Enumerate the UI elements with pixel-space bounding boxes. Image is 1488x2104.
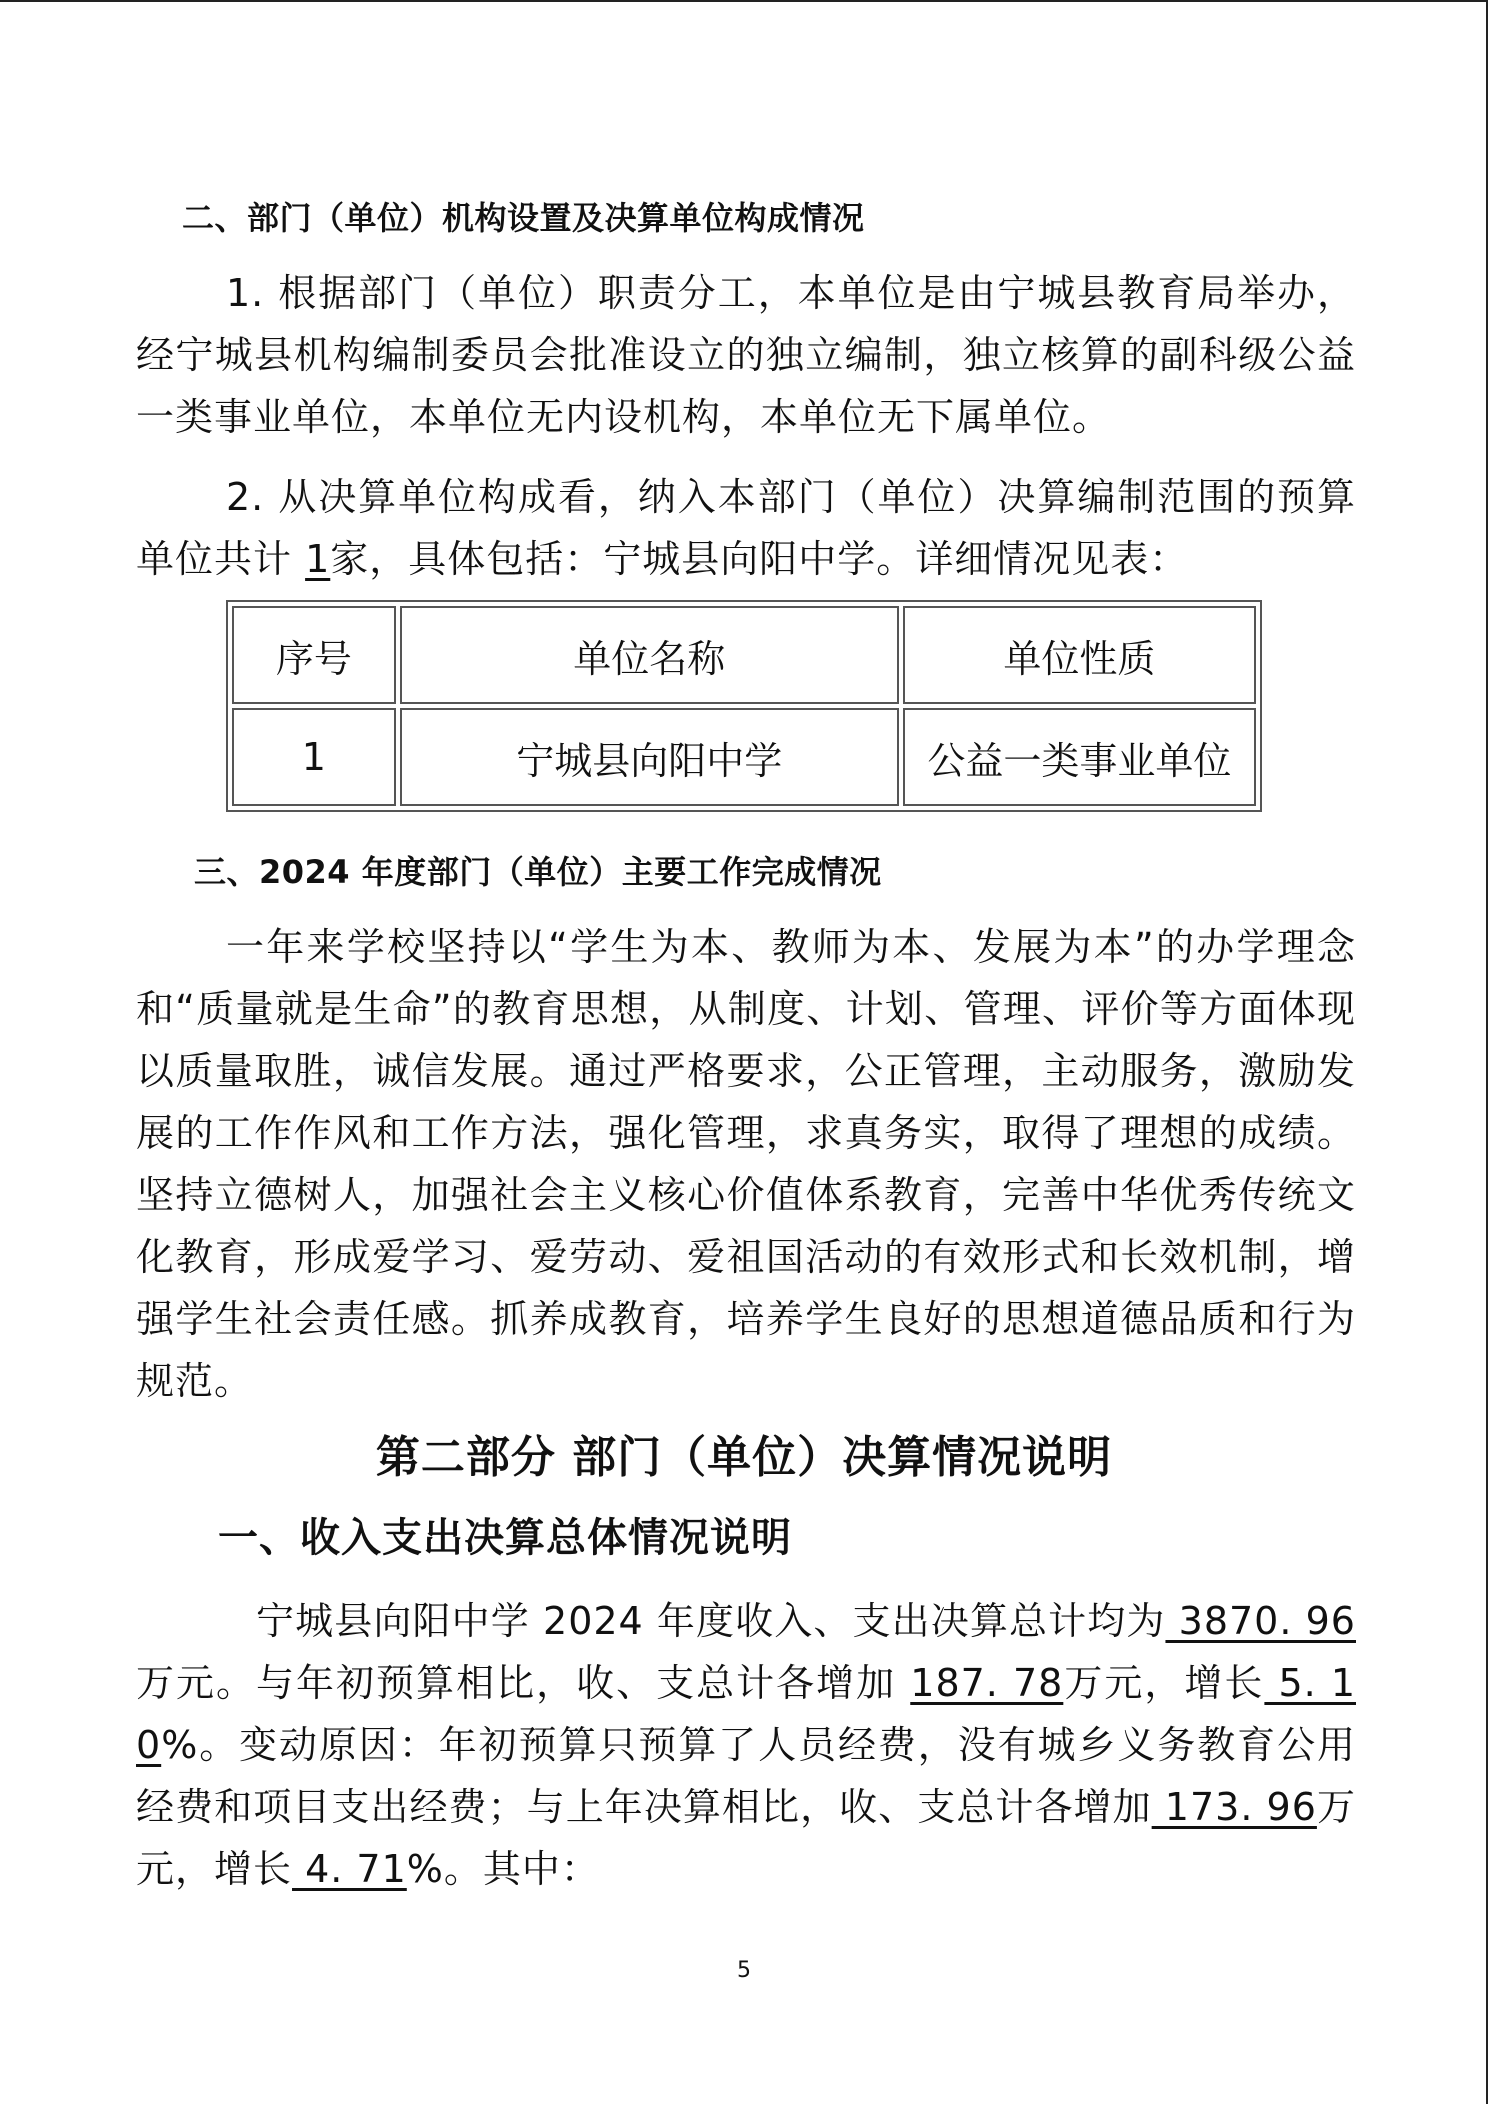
part-2-section-1-title: 一、收入支出决算总体情况说明 (218, 1515, 792, 1561)
table-header-row (232, 606, 1256, 704)
growth-vs-prior-year: 4. 71 (292, 1847, 407, 1891)
paragraph-2-text-before: 2. 从决算单位构成看，纳入本部门（单位）决算编制范围的预算单位共计 (136, 475, 1356, 581)
table-row (232, 708, 1256, 806)
page-number: 5 (737, 1958, 751, 1983)
section-2-paragraph-1: 1. 根据部门（单位）职责分工，本单位是由宁城县教育局举办，经宁城县机构编制委员会批准设立的独立编制，独立核算的副科级公益一类事业单位，本单位无内设机构，本单位无下属单位。 (136, 271, 1356, 439)
section-3-heading: 三、2024 年度部门（单位）主要工作完成情况 (194, 853, 882, 891)
paragraph-text-3: 万元，增长 (1063, 1661, 1265, 1705)
paragraph-text-1: 宁城县向阳中学 2024 年度收入、支出决算总计均为 (256, 1599, 1166, 1643)
section-3-paragraph: 一年来学校坚持以“学生为本、教师为本、发展为本”的办学理念和“质量就是生命”的教育思想，从制度、计划、管理、评价等方面体现以质量取胜，诚信发展。通过严格要求，公正管理，主动服务，激励发展的工作作风和工作方法，强化管理，求真务实，取得了理想的成绩。坚持立德树人，加强社会主义核心价值体系教育，完善中华优秀传统文化教育，形成爱学习、爱劳动、爱祖国活动的有效形式和长效机制，增强学生社会责任感。抓养成教育，培养学生良好的思想道德品质和行为规范。 (136, 925, 1356, 1403)
part-2-title: 第二部分 部门（单位）决算情况说明 (375, 1432, 1113, 1483)
units-table (226, 600, 1262, 812)
paragraph-text-4: %。变动原因：年初预算只预算了人员经费，没有城乡义务教育公用经费和项目支出经费；与上年决算相比，收、支总计各增加 (136, 1723, 1356, 1829)
total-amount: 3870. 96 (1165, 1599, 1356, 1643)
unit-count: 1 (305, 537, 331, 581)
growth-vs-budget: 5. 10 (136, 1661, 1356, 1767)
paragraph-2-text-after: 家，具体包括：宁城县向阳中学。详细情况见表： (330, 537, 1189, 581)
header-serial-number: 序号 (232, 606, 396, 704)
increase-vs-budget: 187. 78 (910, 1661, 1064, 1705)
paragraph-text-5: 万元，增长 (136, 1785, 1356, 1891)
paragraph-text-2: 万元。与年初预算相比，收、支总计各增加 (136, 1661, 911, 1705)
increase-vs-prior-year: 173. 96 (1151, 1785, 1317, 1829)
paragraph-text-6: %。其中： (406, 1847, 600, 1891)
cell-unit-name: 宁城县向阳中学 (400, 708, 899, 806)
cell-unit-type: 公益一类事业单位 (903, 708, 1256, 806)
header-unit-name: 单位名称 (400, 606, 899, 704)
section-2-paragraph-2 (136, 466, 1356, 590)
revenue-expenditure-paragraph (136, 1590, 1356, 1900)
cell-serial-number: 1 (232, 708, 396, 806)
section-2-heading: 二、部门（单位）机构设置及决算单位构成情况 (182, 199, 865, 237)
header-unit-type: 单位性质 (903, 606, 1256, 704)
